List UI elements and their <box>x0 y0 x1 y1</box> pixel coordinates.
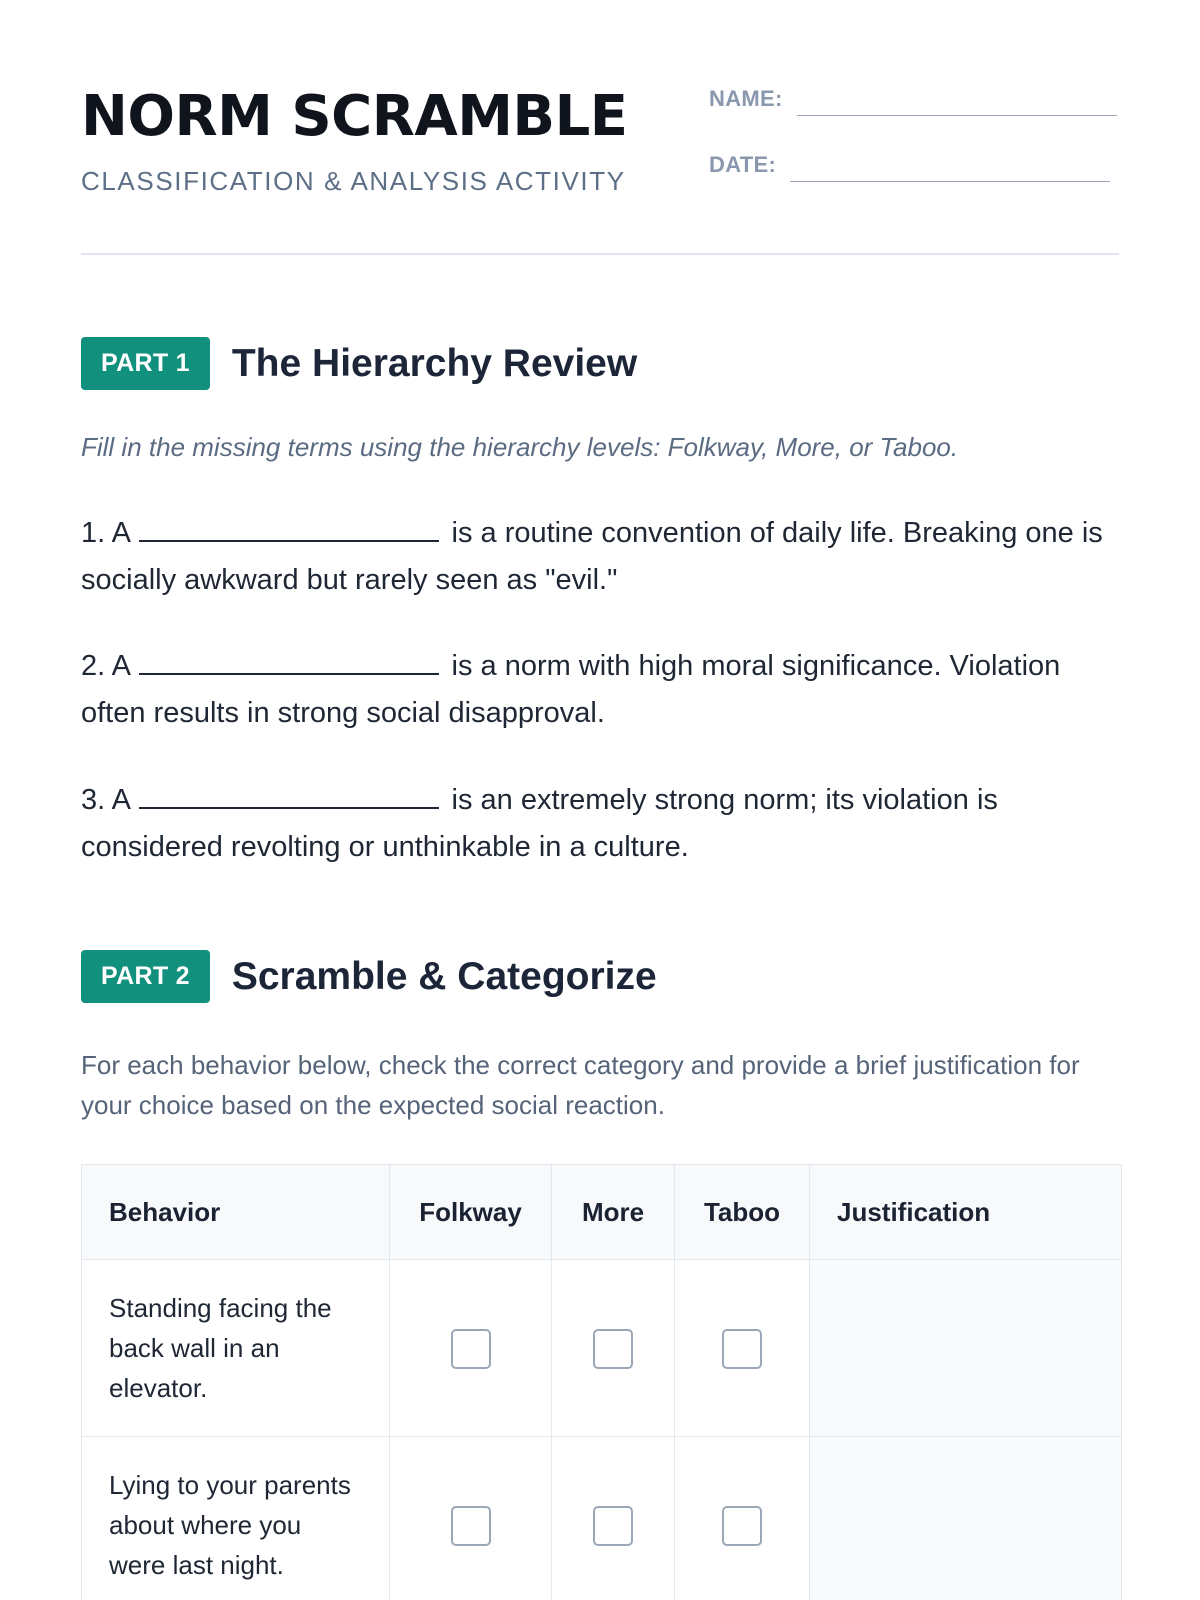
question-1-text: is a routine convention of daily life. Breaking one is socially awkward but rarely seen as "evil." <box>81 517 1103 596</box>
behavior-cell: Lying to your parents about where you were last night. <box>82 1437 390 1600</box>
name-input-line[interactable] <box>797 115 1117 116</box>
part2-heading <box>81 950 657 1003</box>
part2-instructions: For each behavior below, check the correct category and provide a brief justification for your choice based on the expected social reaction. <box>81 1050 1080 1120</box>
question-2-blank[interactable] <box>139 651 439 675</box>
header-folkway: Folkway <box>390 1165 552 1260</box>
question-3-text: is an extremely strong norm; its violation is considered revolting or unthinkable in a culture. <box>81 784 998 863</box>
folkway-checkbox[interactable] <box>451 1506 491 1546</box>
question-2-number: 2. A <box>81 650 130 682</box>
name-field <box>709 86 1117 112</box>
question-2 <box>81 643 1121 737</box>
more-checkbox[interactable] <box>593 1506 633 1546</box>
header-divider <box>81 253 1119 255</box>
worksheet-title: NORM SCRAMBLE <box>81 84 628 149</box>
question-1-number: 1. A <box>81 517 130 549</box>
part1-title: The Hierarchy Review <box>231 341 638 385</box>
question-3-blank[interactable] <box>139 785 439 809</box>
header-behavior: Behavior <box>82 1165 390 1260</box>
part1-heading <box>81 337 637 390</box>
justification-cell[interactable] <box>810 1260 1122 1437</box>
question-1 <box>81 510 1121 604</box>
header-taboo: Taboo <box>675 1165 810 1260</box>
part1-badge: PART 1 <box>81 337 210 390</box>
date-label: DATE: <box>709 152 777 177</box>
folkway-cell <box>390 1437 552 1600</box>
part1-instructions: Fill in the missing terms using the hierarchy levels: Folkway, More, or Taboo. <box>81 432 959 462</box>
name-label: NAME: <box>709 86 783 111</box>
folkway-cell <box>390 1260 552 1437</box>
table-row <box>82 1260 1122 1437</box>
taboo-checkbox[interactable] <box>722 1506 762 1546</box>
more-cell <box>552 1437 675 1600</box>
part2-badge: PART 2 <box>81 950 210 1003</box>
categorize-table <box>81 1164 1122 1600</box>
worksheet-header <box>81 78 1119 258</box>
question-1-blank[interactable] <box>139 518 439 542</box>
behavior-cell: Standing facing the back wall in an elevator. <box>82 1260 390 1437</box>
taboo-cell <box>675 1437 810 1600</box>
part2-title: Scramble & Categorize <box>231 954 657 998</box>
question-3-number: 3. A <box>81 784 130 816</box>
date-field <box>709 152 1110 178</box>
header-justification: Justification <box>810 1165 1122 1260</box>
header-more: More <box>552 1165 675 1260</box>
question-3 <box>81 777 1121 871</box>
taboo-checkbox[interactable] <box>722 1329 762 1369</box>
table-row <box>82 1437 1122 1600</box>
worksheet-subtitle: CLASSIFICATION & ANALYSIS ACTIVITY <box>81 166 626 196</box>
more-checkbox[interactable] <box>593 1329 633 1369</box>
date-input-line[interactable] <box>790 181 1110 182</box>
taboo-cell <box>675 1260 810 1437</box>
categorize-table-wrapper <box>81 1164 1121 1600</box>
justification-cell[interactable] <box>810 1437 1122 1600</box>
folkway-checkbox[interactable] <box>451 1329 491 1369</box>
more-cell <box>552 1260 675 1437</box>
question-2-text: is a norm with high moral significance. Violation often results in strong social disapproval. <box>81 650 1061 729</box>
table-header-row <box>82 1165 1122 1260</box>
